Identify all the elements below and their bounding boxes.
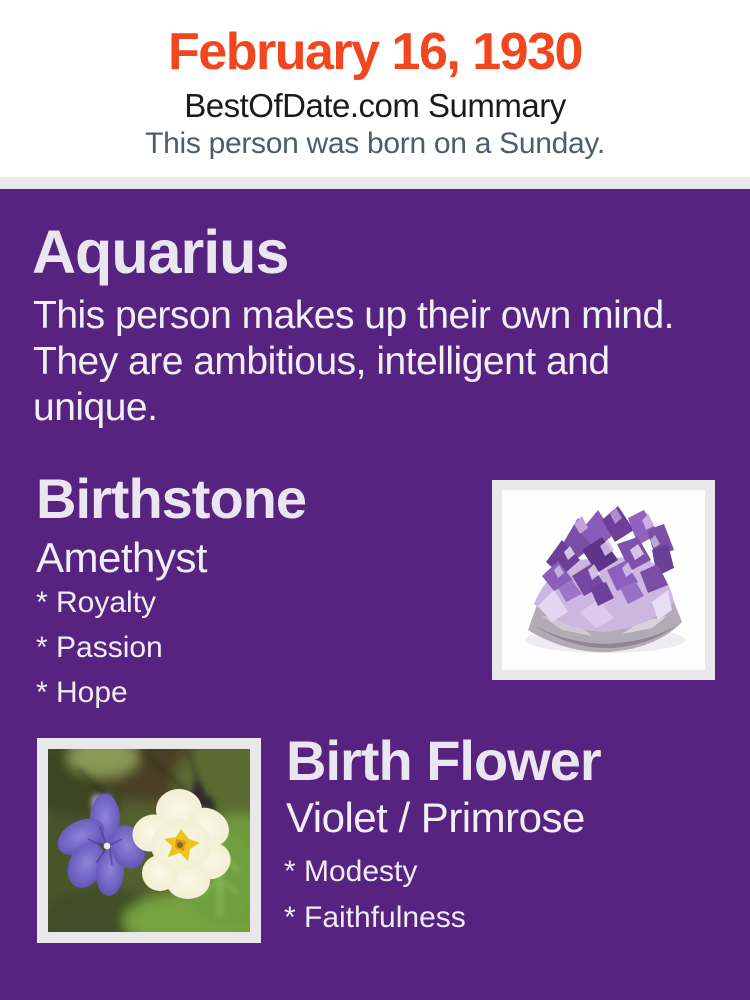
header [0,0,750,177]
birthstone-name: Amethyst [36,534,208,581]
birthstone-trait-item: * Hope [36,676,128,709]
zodiac-heading: Aquarius [32,218,289,286]
amethyst-crystal-illustration [502,490,705,670]
violet-primrose-illustration [48,749,250,932]
birth-flower-name: Violet / Primrose [286,794,585,841]
birthstone-photo-frame [492,480,715,680]
birthstone-trait-item: * Passion [36,631,163,664]
header-divider [0,177,750,189]
born-day-line: This person was born on a Sunday. [145,127,605,160]
birth-flower-trait-item: * Modesty [284,855,418,888]
birth-flower-trait-item: * Faithfulness [284,901,466,934]
violet-primrose-photo [48,749,250,932]
birth-flower-traits-list [284,853,466,945]
zodiac-description: This person makes up their own mind. They are ambitious, intelligent and unique. [33,294,674,429]
birthstone-heading: Birthstone [36,467,306,530]
site-subtitle: BestOfDate.com Summary [184,87,566,124]
birthstone-traits-list [36,585,163,720]
birth-flower-photo-frame [37,738,261,943]
page-title-date: February 16, 1930 [168,23,582,81]
birthstone-trait-item: * Royalty [36,586,157,619]
birth-flower-heading: Birth Flower [286,729,601,792]
amethyst-photo [502,490,705,670]
